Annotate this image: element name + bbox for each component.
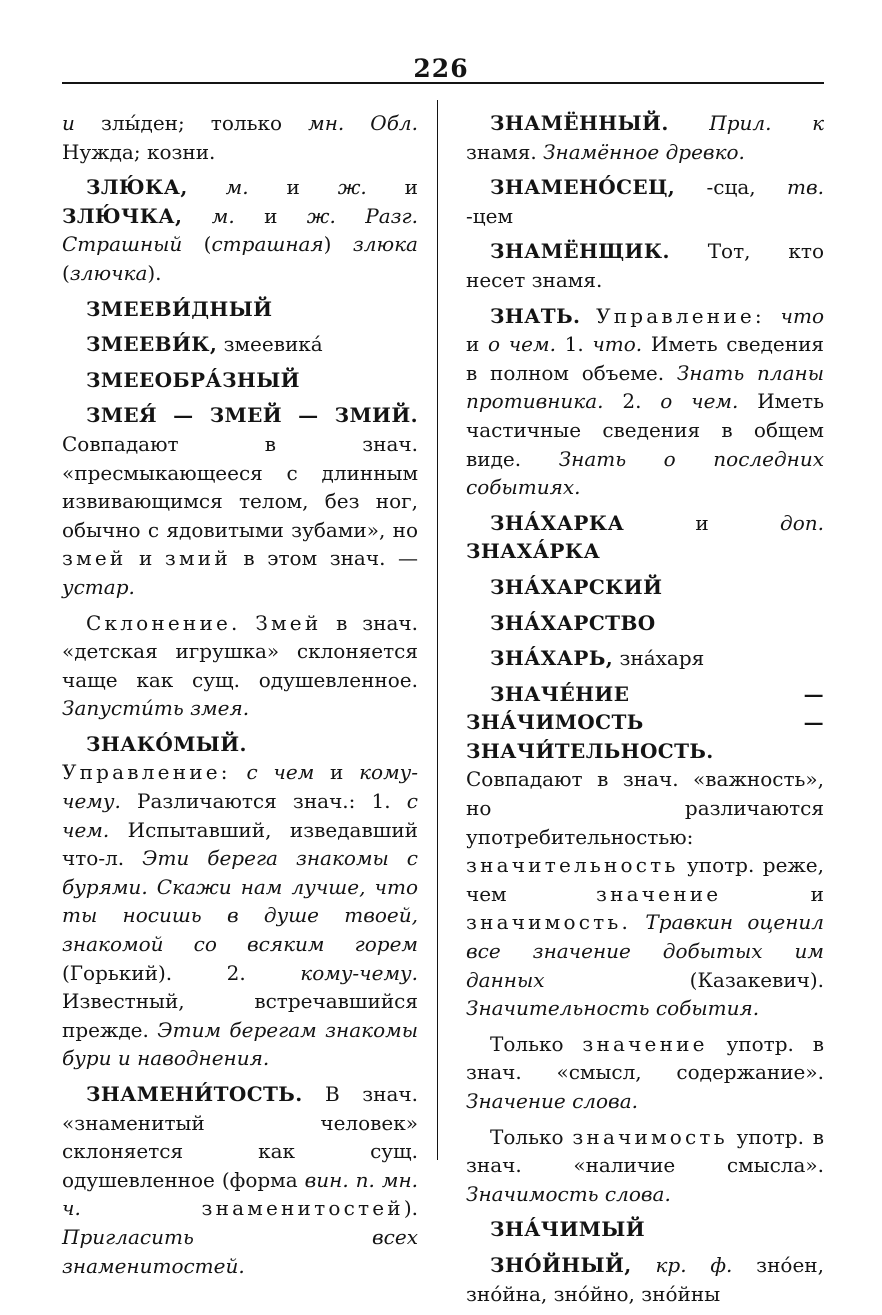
entry-text: зна́харя xyxy=(613,646,705,671)
italic-text: кому-чему. xyxy=(300,960,418,985)
italic-text: Значительность события. xyxy=(466,996,760,1021)
entry-text xyxy=(182,204,211,228)
headword: ЗНАМЕНИ́ТОСТЬ. xyxy=(86,1082,303,1106)
entry-text: -сца, xyxy=(675,175,788,200)
dictionary-entry xyxy=(466,680,824,1023)
headword: ЗЛЮ́ЧКА, xyxy=(62,203,183,228)
headword: ЗМЕЕВИ́К, xyxy=(86,332,218,357)
entry-text xyxy=(231,760,247,784)
entry-text: и xyxy=(466,332,488,357)
italic-text: Травкин оценил все значение добытых им данных xyxy=(466,910,825,992)
spaced-text: значение xyxy=(582,1031,708,1056)
dictionary-entry xyxy=(62,1080,418,1280)
entry-text: ( xyxy=(182,232,212,257)
dictionary-entry xyxy=(62,609,418,723)
dictionary-entry xyxy=(466,173,824,230)
left-column xyxy=(62,109,418,1287)
headword: ЗНАМЕНО́СЕЦ, xyxy=(490,175,676,200)
italic-text: вин. п. мн. ч. xyxy=(62,1167,419,1221)
dictionary-entry xyxy=(62,173,418,287)
headword: ЗНА́ЧИМЫЙ xyxy=(490,1217,646,1242)
entry-text xyxy=(81,1196,202,1220)
dictionary-entry xyxy=(466,644,824,673)
entry-text xyxy=(771,111,812,135)
italic-text: м. xyxy=(225,175,249,200)
italic-text: что. xyxy=(592,332,643,357)
italic-text: о чем. xyxy=(660,389,739,414)
entry-text: -цем xyxy=(466,203,514,228)
headword: ЗНАТЬ. xyxy=(490,303,581,328)
headword: ЗНАХА́РКА xyxy=(466,539,601,564)
italic-text: ж. Разг. Страшный xyxy=(62,203,419,257)
entry-text: Только xyxy=(490,1124,573,1149)
dictionary-entry xyxy=(466,573,824,602)
entry-text: употр. реже, чем xyxy=(466,853,824,906)
dictionary-entry xyxy=(62,366,418,395)
italic-text: Запусти́ть змея. xyxy=(62,696,250,721)
italic-text: Эти берега знакомы с бурями. Скажи нам лучше, что ты носишь в душе твоей, знакомой со всяким горем xyxy=(62,846,418,957)
entry-text: ( xyxy=(62,260,70,285)
entry-text xyxy=(765,304,781,328)
entry-text: Иметь частичные сведения в общем виде. xyxy=(466,389,824,471)
italic-text: м. xyxy=(211,203,235,228)
dictionary-entry xyxy=(62,109,418,166)
entry-text: 1. xyxy=(555,332,593,357)
entry-text: Иметь сведения в полном объеме. xyxy=(466,332,825,385)
entry-text: и xyxy=(366,175,419,200)
entry-text: ) xyxy=(323,232,353,257)
dictionary-entry xyxy=(466,1215,824,1244)
headword: ЗЛЮ́КА, xyxy=(86,175,188,200)
headword: ЗНА́ХАРКА xyxy=(490,510,625,535)
headword: ЗНО́ЙНЫЙ, xyxy=(490,1252,632,1277)
italic-text: злючка xyxy=(69,260,148,285)
entry-text: знамя. xyxy=(466,139,544,164)
entry-text: в этом знач. — xyxy=(230,546,419,571)
entry-text: В знач. «знаменитый человек» склоняется как сущ. одушевленное (форма xyxy=(62,1082,418,1192)
entry-text: употр. в знач. «смысл, содержание». xyxy=(466,1031,824,1085)
dictionary-entry xyxy=(466,237,824,294)
spaced-text: Склонение. xyxy=(86,610,241,635)
spaced-text: Управление: xyxy=(62,760,231,785)
entry-text: Различаются знач.: 1. xyxy=(120,789,407,814)
spaced-text: знаменитостей xyxy=(201,1196,404,1221)
entry-text: Испытавший, изведавший что-л. xyxy=(62,817,418,871)
dictionary-entry xyxy=(466,1251,824,1308)
headword: ЗНА́ХАРСТВО xyxy=(490,610,656,635)
entry-text: и xyxy=(234,203,307,228)
spaced-text: змей xyxy=(62,546,127,571)
headword: ЗНАКО́МЫЙ. xyxy=(86,731,247,756)
dictionary-entry xyxy=(62,730,418,1073)
headword: ЗНАМЁННЫЙ. xyxy=(490,111,669,135)
headword: ЗНА́ХАРСКИЙ xyxy=(490,574,663,599)
entry-text xyxy=(188,175,226,199)
italic-text: Значимость слова. xyxy=(466,1181,671,1206)
right-column xyxy=(466,109,824,1315)
entry-text: Тот, кто несет знамя. xyxy=(466,239,824,292)
italic-text: злюка xyxy=(352,232,418,257)
spaced-text: Управление: xyxy=(596,303,765,328)
dictionary-entry xyxy=(466,1030,824,1116)
headword: ЗНА́ХАРЬ, xyxy=(490,646,614,671)
italic-text: Этим берегам знакомы бури и наводнения. xyxy=(62,1017,419,1071)
italic-text: с чем xyxy=(246,760,315,785)
dictionary-entry xyxy=(466,1123,824,1209)
entry-text: Совпадают в знач. «пресмыкающееся с длинным извивающимся телом, без ног, обычно с ядовитыми зубами», но xyxy=(62,431,418,542)
entry-text: ). xyxy=(147,260,162,285)
italic-text: о чем. xyxy=(488,332,556,357)
entry-text xyxy=(241,611,256,635)
italic-text: кому-чему. xyxy=(62,760,419,814)
italic-text: мн. Обл. xyxy=(308,111,418,135)
entry-text xyxy=(631,910,645,934)
italic-text: Знать планы противника. xyxy=(466,360,824,414)
entry-text: зно́ен, зно́йна, зно́йно, зно́йны xyxy=(466,1252,824,1306)
entry-text: и xyxy=(314,760,360,785)
entry-text: и xyxy=(624,510,781,535)
header-rule xyxy=(62,82,824,84)
entry-text: ). xyxy=(403,1196,418,1221)
headword: ЗМЕЕВИ́ДНЫЙ xyxy=(86,296,273,321)
page-number: 226 xyxy=(413,54,469,83)
entry-text: в знач. «детская игрушка» склоняется чаще как сущ. одушевленное. xyxy=(62,610,418,692)
italic-text: тв. xyxy=(787,175,824,200)
italic-text: с чем. xyxy=(62,789,418,842)
italic-text: и xyxy=(62,111,75,135)
entry-text: змеевика́ xyxy=(217,332,323,357)
entry-text: (Горький). 2. xyxy=(62,960,301,985)
dictionary-entry xyxy=(62,401,418,601)
column-divider xyxy=(437,100,438,1160)
dictionary-entry xyxy=(62,330,418,359)
italic-text: Пригласить всех знаменитостей. xyxy=(62,1224,418,1278)
entry-text: злы́ден; только xyxy=(74,111,309,135)
dictionary-entry xyxy=(62,295,418,324)
italic-text: устар. xyxy=(62,574,135,599)
italic-text: к xyxy=(812,111,825,135)
spaced-text: значительность xyxy=(466,853,679,878)
italic-text: Значение слова. xyxy=(466,1089,638,1113)
headword: ЗМЕЕОБРА́ЗНЫЙ xyxy=(86,367,300,392)
spaced-text: значение xyxy=(595,881,722,906)
italic-text: Знать о последних событиях. xyxy=(466,446,824,500)
spaced-text: Змей xyxy=(255,610,322,635)
entry-text: Только xyxy=(490,1031,583,1056)
spaced-text: значимость xyxy=(572,1124,728,1149)
entry-text: употр. в знач. «наличие смысла». xyxy=(466,1124,824,1178)
entry-text: и xyxy=(248,175,338,200)
entry-text: Известный, встречавшийся прежде. xyxy=(62,989,418,1042)
entry-text: Совпадают в знач. «важность», но различаются употребительностью: xyxy=(466,767,824,849)
italic-text: Знамённое древко. xyxy=(543,139,745,164)
entry-text: и xyxy=(721,881,824,906)
entry-text: и xyxy=(126,546,165,571)
headword: ЗНАЧЕ́НИЕ — ЗНА́ЧИМОСТЬ — ЗНАЧИ́ТЕЛЬНОСТЬ. xyxy=(466,681,824,763)
entry-text xyxy=(580,304,596,328)
headword: ЗМЕЯ́ — ЗМЕЙ — ЗМИЙ. xyxy=(86,403,418,428)
dictionary-entry xyxy=(466,509,824,566)
entry-text: Нужда; козни. xyxy=(62,139,216,164)
spaced-text: значимость. xyxy=(466,910,632,935)
spaced-text: змий xyxy=(164,546,231,571)
italic-text: Прил. xyxy=(709,111,772,135)
italic-text: ж. xyxy=(337,175,367,200)
dictionary-entry xyxy=(466,109,824,166)
italic-text: доп. xyxy=(780,510,824,535)
headword: ЗНАМЁНЩИК. xyxy=(490,239,670,264)
dictionary-entry xyxy=(466,302,824,502)
dictionary-entry xyxy=(466,609,824,638)
italic-text: страшная xyxy=(211,232,324,257)
italic-text: что xyxy=(780,303,824,328)
entry-text xyxy=(632,1253,656,1277)
entry-text xyxy=(669,111,710,135)
italic-text: кр. ф. xyxy=(655,1252,733,1277)
entry-text: (Казакевич). xyxy=(544,967,824,992)
entry-text: 2. xyxy=(603,389,661,414)
